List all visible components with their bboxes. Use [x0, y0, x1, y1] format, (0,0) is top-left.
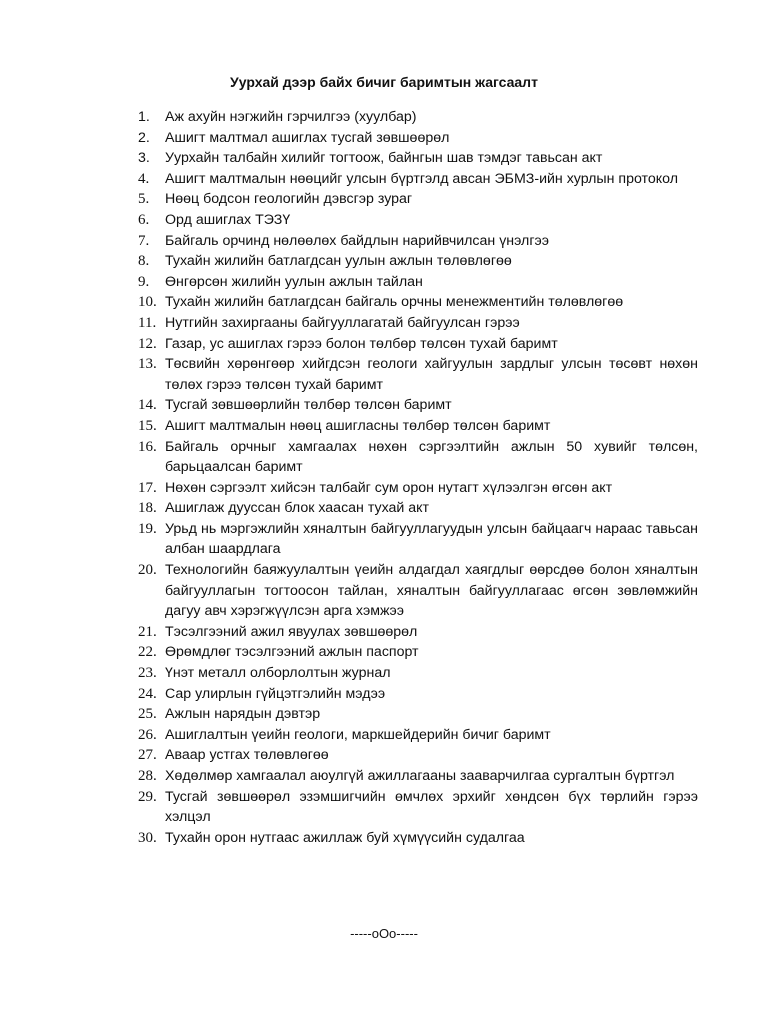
- item-number: 14.: [138, 397, 157, 414]
- item-number: 29.: [138, 788, 157, 805]
- item-number: 5.: [138, 191, 150, 208]
- item-number: 18.: [138, 500, 157, 517]
- item-text: Ашигт малтмалын нөөцийг улсын бүртгэлд авсан ЭБМЗ-ийн хурлын протокол: [165, 170, 678, 187]
- item-number: 23.: [138, 665, 157, 682]
- item-number: 6.: [138, 211, 150, 228]
- list-item: [138, 210, 698, 231]
- item-number: 25.: [138, 706, 157, 723]
- item-number: 21.: [138, 623, 157, 640]
- item-text: Ашигт малтмалын нөөц ашигласны төлбөр төлсөн баримт: [165, 417, 551, 434]
- list-item: [138, 313, 698, 334]
- list-item: [138, 189, 698, 210]
- item-number: 1.: [138, 109, 150, 125]
- item-text: Тусгай зөвшөөрлийн төлбөр төлсөн баримт: [165, 397, 452, 414]
- item-text: Байгаль орчныг хамгаалах нөхөн сэргээлтийн ажлын 50 хувийг төлсөн, барьцаалсан баримт: [165, 438, 698, 476]
- item-text: Тухайн орон нутгаас ажиллаж буй хүмүүсийн судалгаа: [165, 829, 525, 846]
- item-number: 11.: [138, 314, 157, 331]
- item-number: 20.: [138, 562, 157, 579]
- list-item: [138, 684, 698, 705]
- item-text: Уурхайн талбайн хилийг тогтоож, байнгын шав тэмдэг тавьсан акт: [165, 150, 603, 167]
- item-text: Төсвийн хөрөнгөөр хийгдсэн геологи хайгуулын зардлыг улсын төсөвт нөхөн төлөх гэрээ төлсөн тухай баримт: [165, 356, 698, 393]
- list-item: [138, 766, 698, 787]
- item-text: Ашиглалтын үеийн геологи, маркшейдерийн бичиг баримт: [165, 726, 551, 743]
- item-number: 28.: [138, 768, 157, 784]
- item-number: 19.: [138, 520, 157, 537]
- list-item: [138, 334, 698, 355]
- item-text: Хөдөлмөр хамгаалал аюулгүй ажиллагааны зааварчилгаа сургалтын бүртгэл: [165, 768, 675, 784]
- item-text: Нөөц бодсон геологийн дэвсгэр зураг: [165, 191, 413, 208]
- item-number: 16.: [138, 438, 157, 455]
- item-text: Нөхөн сэргээлт хийсэн талбайг сум орон нутагт хүлээлгэн өгсөн акт: [165, 479, 613, 496]
- item-text: Нутгийн захиргааны байгууллагатай байгуулсан гэрээ: [165, 314, 520, 331]
- list-item: [138, 704, 698, 725]
- list-item: [138, 231, 698, 252]
- item-text: Ашигт малтмал ашиглах тусгай зөвшөөрөл: [165, 129, 450, 146]
- item-text: Урьд нь мэргэжлийн хяналтын байгууллагуудын улсын байцаагч нараас тавьсан албан шаардлага: [165, 520, 698, 558]
- item-number: 3.: [138, 150, 150, 167]
- item-number: 9.: [138, 273, 150, 290]
- list-item: [138, 107, 698, 128]
- item-number: 30.: [138, 829, 157, 846]
- item-number: 26.: [138, 726, 157, 743]
- item-text: Үнэт металл олборлолтын журнал: [165, 665, 391, 682]
- list-item: [138, 519, 698, 560]
- item-text: Өрөмдлөг тэсэлгээний ажлын паспорт: [165, 644, 419, 661]
- list-item: [138, 437, 698, 478]
- item-number: 8.: [138, 253, 150, 270]
- item-text: Аж ахуйн нэгжийн гэрчилгээ (хуулбар): [165, 109, 417, 125]
- item-text: Технологийн баяжуулалтын үеийн алдагдал хаягдлыг өөрсдөө болон хяналтын байгууллагын тогтоосон тайлан, хяналтын байгууллагаас өгсөн зөвлөмжийн дагуу авч хэрэгжүүлсэн арга хэмжээ: [165, 562, 698, 620]
- list-item: [138, 169, 698, 190]
- item-number: 12.: [138, 335, 157, 352]
- item-text: Өнгөрсөн жилийн уулын ажлын тайлан: [165, 273, 423, 290]
- list-item: [138, 128, 698, 149]
- item-text: Тэсэлгээний ажил явуулах зөвшөөрөл: [165, 623, 418, 640]
- item-text: Сар улирлын гүйцэтгэлийн мэдээ: [165, 685, 386, 702]
- list-item: [138, 395, 698, 416]
- list-item: [138, 272, 698, 293]
- document-title: Уурхай дээр байх бичиг баримтын жагсаалт: [230, 74, 538, 90]
- item-text: Ашиглаж дууссан блок хаасан тухай акт: [165, 500, 430, 517]
- list-item: [138, 416, 698, 437]
- item-text: Тухайн жилийн батлагдсан байгаль орчны менежментийн төлөвлөгөө: [165, 294, 624, 311]
- item-text: Тухайн жилийн батлагдсан уулын ажлын төлөвлөгөө: [165, 253, 512, 270]
- item-number: 15.: [138, 417, 157, 434]
- list-item: [138, 251, 698, 272]
- list-item: [138, 787, 698, 828]
- list-item: [138, 478, 698, 499]
- item-number: 7.: [138, 232, 150, 249]
- item-text: Аваар устгах төлөвлөгөө: [165, 747, 329, 764]
- item-text: Байгаль орчинд нөлөөлөх байдлын нарийвчилсан үнэлгээ: [165, 232, 549, 249]
- list-item: [138, 354, 698, 395]
- item-number: 13.: [138, 356, 157, 373]
- item-number: 4.: [138, 170, 150, 187]
- document-list: [138, 107, 698, 848]
- list-item: [138, 725, 698, 746]
- item-number: 27.: [138, 747, 157, 764]
- list-item: [138, 498, 698, 519]
- item-number: 2.: [138, 129, 150, 146]
- list-item: [138, 560, 698, 622]
- list-item: [138, 292, 698, 313]
- item-number: 17.: [138, 479, 157, 496]
- closing-mark: -----oOo-----: [350, 926, 418, 941]
- item-text: Газар, ус ашиглах гэрээ болон төлбөр төлсөн тухай баримт: [165, 335, 558, 352]
- list-item: [138, 828, 698, 849]
- list-item: [138, 745, 698, 766]
- item-text: Тусгай зөвшөөрөл эзэмшигчийн өмчлөх эрхийг хөндсөн бүх төрлийн гэрээ хэлцэл: [165, 788, 698, 826]
- list-item: [138, 148, 698, 169]
- item-text: Ажлын нарядын дэвтэр: [165, 706, 321, 723]
- item-number: 22.: [138, 644, 157, 661]
- item-number: 10.: [138, 294, 157, 311]
- list-item: [138, 663, 698, 684]
- list-item: [138, 622, 698, 643]
- item-text: Орд ашиглах ТЭЗҮ: [165, 211, 291, 228]
- list-item: [138, 642, 698, 663]
- item-number: 24.: [138, 685, 157, 702]
